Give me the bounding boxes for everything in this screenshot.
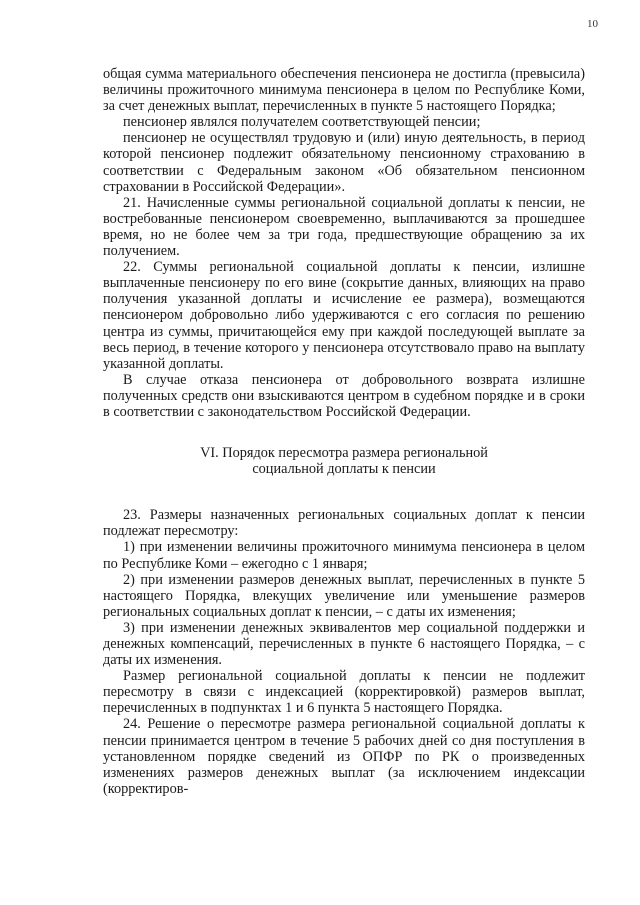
page-number: 10	[587, 18, 598, 30]
section-heading	[103, 445, 585, 477]
list-item: 3) при изменении денежных эквивалентов мер социальной поддержки и денежных компенсаций, перечисленных в пункте 6 настоящего Порядка, – с даты их изменения.	[103, 619, 585, 669]
paragraph: Размер региональной социальной доплаты к пенсии не подлежит пересмотру в связи с индексацией (корректировкой) размеров выплат, перечисленных в подпунктах 1 и 6 пункта 5 настоящего Порядка.	[103, 668, 585, 717]
section-heading-line: социальной доплаты к пенсии	[252, 461, 436, 478]
paragraph: пенсионер не осуществлял трудовую и (или) иную деятельность, в период которой пенсионер подлежит обязательному пенсионному страхованию в соответствии с Федеральным законом «Об обязательном пенсионном страховании в Российской Федерации».	[103, 130, 585, 195]
paragraph-24: 24. Решение о пересмотре размера региональной социальной доплаты к пенсии принимается центром в течение 5 рабочих дней со дня поступления в установленном порядке сведений из ОПФР по РК о произведенных изменениях размеров денежных выплат (за исключением индексации (корректиров-	[103, 716, 585, 797]
paragraph-22: 22. Суммы региональной социальной доплаты к пенсии, излишне выплаченные пенсионеру по его вине (сокрытие данных, влияющих на право получения указанной доплаты и исчисление ее размера), возмещаются пенсионером добровольно либо удерживаются с его согласия по решению центра из суммы, причитающейся ему при каждой последующей выплате за весь период, в течение которого у пенсионера отсутствовало право на выплату указанной доплаты.	[103, 259, 585, 372]
paragraph: пенсионер являлся получателем соответствующей пенсии;	[123, 114, 481, 131]
list-item: 2) при изменении размеров денежных выплат, перечисленных в пункте 5 настоящего Порядка, влекущих увеличение или уменьшение размеров региональных социальных доплат к пенсии, – с даты их изменения;	[103, 571, 585, 620]
list-item: 1) при изменении величины прожиточного минимума пенсионера в целом по Республике Коми – ежегодно с 1 января;	[103, 539, 585, 572]
document-body	[103, 66, 585, 797]
paragraph-21: 21. Начисленные суммы региональной социальной доплаты к пенсии, не востребованные пенсионером своевременно, выплачиваются за прошедшее время, но не более чем за три года, предшествующие обращению за их получением.	[103, 194, 585, 260]
paragraph: общая сумма материального обеспечения пенсионера не достигла (превысила) величины прожиточного минимума пенсионера в целом по Республике Коми, за счет денежных выплат, перечисленных в пункте 5 настоящего Порядка;	[103, 66, 585, 115]
paragraph-23: 23. Размеры назначенных региональных социальных доплат к пенсии подлежат пересмотру:	[103, 507, 585, 540]
paragraph: В случае отказа пенсионера от добровольного возврата излишне полученных средств они взыскиваются центром в судебном порядке и в сроки в соответствии с законодательством Российской Федерации.	[103, 371, 585, 420]
section-heading-line: VI. Порядок пересмотра размера региональной	[200, 445, 488, 462]
